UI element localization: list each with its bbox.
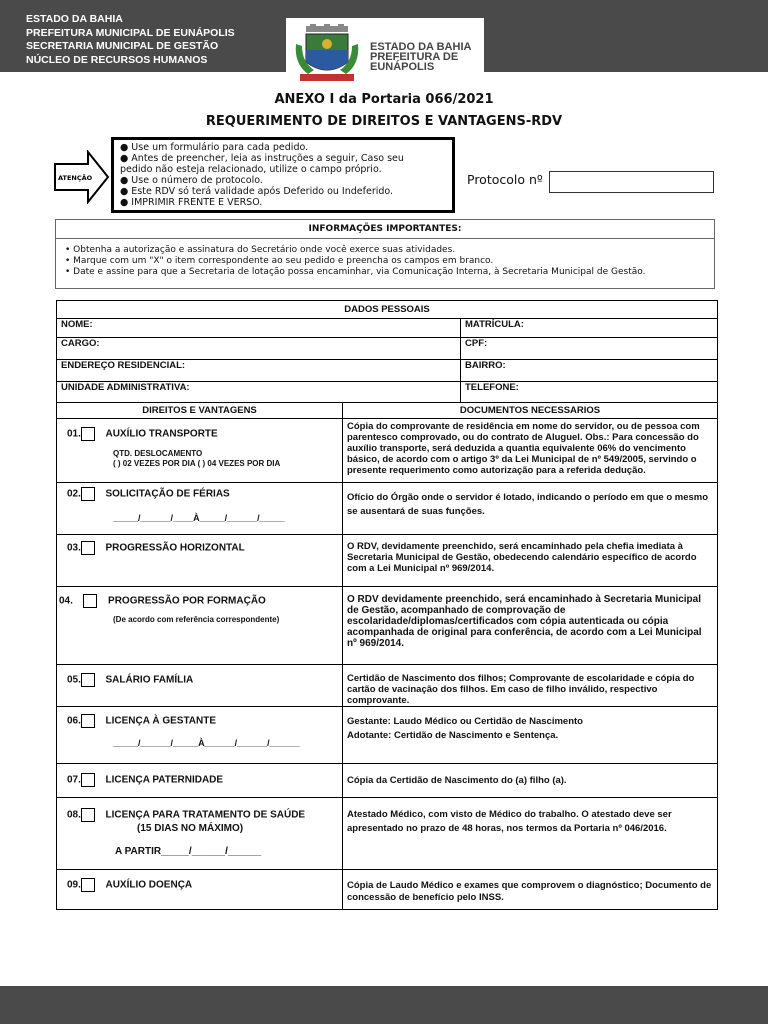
documents-column-header: DOCUMENTOS NECESSARIOS [343,403,718,419]
info-item: • Obtenha a autorização e assinatura do Secretário onde você exerce suas atividades. [65,245,456,255]
start-date-field[interactable]: A PARTIR_____/______/______ [115,846,262,857]
required-documents: Certidão de Nascimento e Sentença. [391,730,559,741]
item-number: 07. [67,774,81,786]
table-row [57,764,718,798]
personal-data-header: DADOS PESSOAIS [57,301,718,319]
position-field[interactable]: CARGO: [57,338,461,360]
prefecture-logo [286,18,484,88]
table-row [57,483,718,535]
coat-of-arms-icon [292,24,364,86]
required-documents: Laudo Médico ou Certidão de Nascimento [390,716,583,727]
item-label: LICENÇA PATERNIDADE [105,774,224,786]
attention-arrow-icon [54,150,110,204]
required-documents: Cópia da Certidão de Nascimento do (a) filho (a). [347,775,567,786]
table-row [57,587,718,665]
item-label: PROGRESSÃO POR FORMAÇÃO [108,595,266,607]
required-documents: O RDV devidamente preenchido, será encaminhado à Secretaria Municipal de Gestão, acompanhado de comprovação de escolaridade/diplomas/certificados com cópia autenticada ou cópia acompanhada de original para conferência, de acordo com a Lei Municipal nº 969/2014. [347,594,702,649]
logo-line-city: EUNÁPOLIS [370,61,435,73]
item-label: AUXÍLIO DOENÇA [105,879,193,891]
item-subtext: (De acordo com referência correspondente) [113,615,280,624]
item-label: LICENÇA À GESTANTE [105,715,217,727]
licenca-gestante-checkbox[interactable] [81,714,95,728]
auxilio-transporte-checkbox[interactable] [81,427,95,441]
item-label: SALÁRIO FAMÍLIA [105,674,194,686]
item-subtext: QTD. DESLOCAMENTO [113,449,203,458]
org-line-secretariat: SECRETARIA MUNICIPAL DE GESTÃO [26,40,219,52]
neighborhood-field[interactable]: BAIRRO: [461,360,718,382]
salario-familia-checkbox[interactable] [81,673,95,687]
table-row [57,419,718,483]
item-number: 03. [67,542,81,554]
item-number: 04. [59,595,73,607]
required-documents: Atestado Médico, com visto de Médico do trabalho. O atestado deve ser apresentado no prazo de 48 horas, nos termos da Portaria nº 046/2016. [347,809,672,834]
table-row [57,707,718,764]
document-subtitle: REQUERIMENTO DE DIREITOS E VANTAGENS-RDV [205,114,563,129]
protocol-label: Protocolo nº [467,172,543,187]
org-line-state: ESTADO DA BAHIA [26,13,123,25]
doc-label: Gestante: [347,716,391,727]
logo-line-prefecture: PREFEITURA DE [370,51,459,63]
important-info-title: INFORMAÇÕES IMPORTANTES: [56,220,714,239]
item-number: 06. [67,715,81,727]
required-documents: Cópia de Laudo Médico e exames que comprovem o diagnóstico; Documento de concessão de benefício pelo INSS. [347,880,712,903]
required-documents: Ofício do Órgão onde o servidor é lotado, indicando o período em que o mesmo se ausentará de suas funções. [347,492,709,517]
footer-bar [0,986,768,1024]
org-name-block [26,13,235,67]
required-documents: Cópia do comprovante de residência em nome do servidor, ou de pessoa com parentesco comprovado, ou do contrato de Aluguel. Obs.: Para concessão do auxílio transporte, será deduzida a quantia equivalente 06% do vencimento básico, de acordo com o artigo 3º da Lei Municipal de nº 549/2005, servindo o presente requerimento como autorização para a referida dedução. [347,421,700,476]
rdv-form-table [56,300,718,910]
item-subtext: ( ) 02 VEZES POR DIA ( ) 04 VEZES POR DIA [113,459,281,468]
info-item: • Date e assine para que a Secretaria de lotação possa encaminhar, via Comunicação Interna, à Secretaria Municipal de Gestão. [65,267,646,277]
attention-item: ● Use o número de protocolo. [120,175,263,186]
attention-item: ● Antes de preencher, leia as instruções a seguir, Caso seu [120,153,404,164]
attention-item: ● Use um formulário para cada pedido. [120,142,309,153]
cpf-field[interactable]: CPF: [461,338,718,360]
table-row [57,798,718,870]
org-line-prefecture: PREFEITURA MUNICIPAL DE EUNÁPOLIS [26,26,235,39]
table-row [57,870,718,910]
info-item: • Marque com um "X" o item correspondente ao seu pedido e preencha os campos em branco. [65,256,494,266]
attention-item: ● IMPRIMIR FRENTE E VERSO. [120,197,263,208]
item-label: AUXÍLIO TRANSPORTE [105,428,218,440]
vacation-period-field[interactable]: _____/______/____À_____/______/_____ [113,513,285,523]
logo-text [370,42,471,72]
progressao-horizontal-checkbox[interactable] [81,541,95,555]
item-number: 02. [67,488,81,500]
attention-item: ● Este RDV só terá validade após Deferido ou Indeferido. [120,186,394,197]
required-documents: O RDV, devidamente preenchido, será encaminhado pela chefia imediata à Secretaria Municipal de Gestão, obedecendo calendário específico de acordo com a Lei Municipal nº 969/2014. [347,541,697,574]
item-label: LICENÇA PARA TRATAMENTO DE SAÚDE [105,809,306,821]
attention-label: ATENÇÃO [58,174,93,182]
registration-field[interactable]: MATRÍCULA: [461,319,718,338]
phone-field[interactable]: TELEFONE: [461,382,718,403]
leave-period-field[interactable]: _____/______/_____À______/______/______ [113,738,300,748]
table-row [57,535,718,587]
ferias-checkbox[interactable] [81,487,95,501]
logo-line-state: ESTADO DA BAHIA [370,41,472,53]
document-title: ANEXO I da Portaria 066/2021 [274,92,494,107]
item-number: 05. [67,674,81,686]
table-row [57,665,718,707]
address-field[interactable]: ENDEREÇO RESIDENCIAL: [57,360,461,382]
item-label: SOLICITAÇÃO DE FÉRIAS [105,488,230,500]
item-subtext: (15 DIAS NO MÁXIMO) [137,823,244,834]
required-documents: Certidão de Nascimento dos filhos; Comprovante de escolaridade e cópia do cartão de vacinação dos filhos. Em caso de filho inválido, respectivo comprovante. [347,673,695,706]
progressao-formacao-checkbox[interactable] [83,594,97,608]
auxilio-doenca-checkbox[interactable] [81,878,95,892]
item-number: 09. [67,879,81,891]
licenca-paternidade-checkbox[interactable] [81,773,95,787]
item-label: PROGRESSÃO HORIZONTAL [105,542,245,554]
important-info-box [55,219,715,289]
attention-box [111,137,455,213]
name-field[interactable]: NOME: [57,319,461,338]
org-line-nucleus: NÚCLEO DE RECURSOS HUMANOS [26,53,208,66]
doc-label: Adotante: [347,730,392,741]
licenca-saude-checkbox[interactable] [81,808,95,822]
item-number: 01. [67,428,81,440]
rights-column-header: DIREITOS E VANTAGENS [57,403,343,419]
attention-item: pedido não esteja relacionado, utilize o campo próprio. [120,164,382,175]
item-number: 08. [67,809,81,821]
admin-unit-field[interactable]: UNIDADE ADMINISTRATIVA: [57,382,461,403]
protocol-input[interactable] [549,171,714,193]
